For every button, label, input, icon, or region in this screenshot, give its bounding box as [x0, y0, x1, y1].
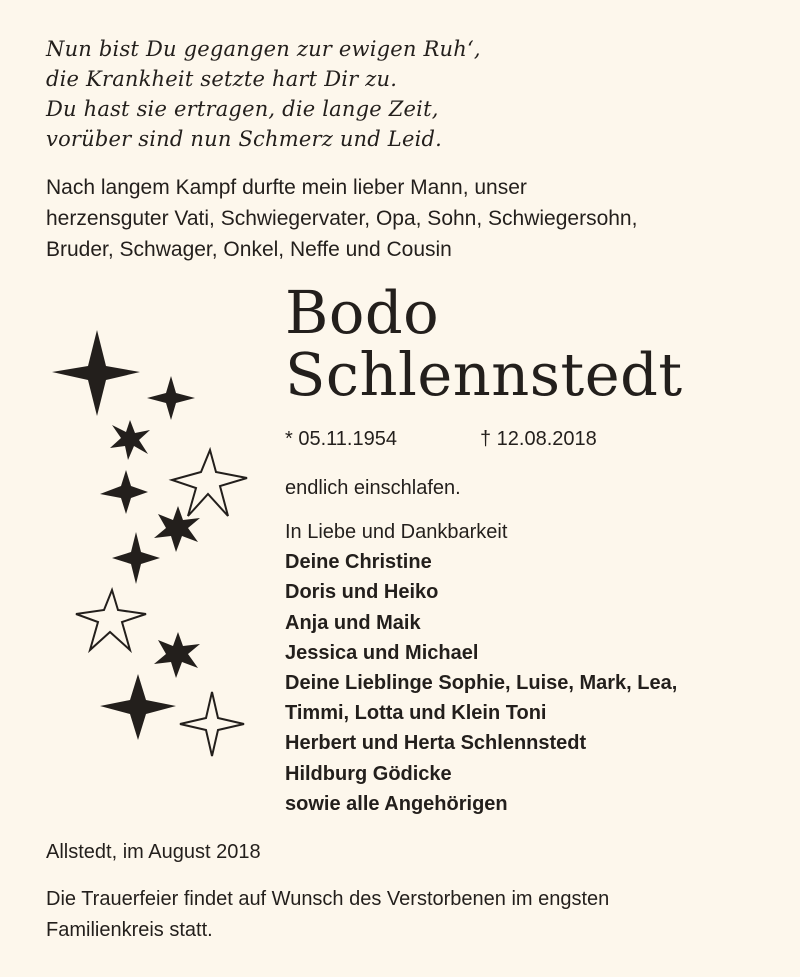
mourner-name: Deine Christine	[285, 551, 432, 574]
solid-star-icon	[147, 376, 195, 420]
solid-star-icon	[110, 420, 150, 460]
mourner-name: Hildburg Gödicke	[285, 762, 452, 785]
solid-star-icon	[112, 532, 160, 584]
death-date: † 12.08.2018	[480, 428, 597, 450]
poem-line: vorüber sind nun Schmerz und Leid.	[46, 127, 443, 151]
intro-line: Nach langem Kampf durfte mein lieber Mann, unser	[46, 176, 527, 199]
solid-star-icon	[100, 674, 176, 740]
outline-star-icon	[76, 590, 146, 650]
mourner-name: sowie alle Angehörigen	[285, 792, 508, 815]
solid-star-icon	[100, 470, 148, 514]
mourner-name: Deine Lieblinge Sophie, Luise, Mark, Lea,	[285, 672, 678, 695]
intro-text	[46, 172, 766, 265]
notice-line: Die Trauerfeier findet auf Wunsch des Verstorbenen im engsten	[46, 888, 610, 910]
intro-line: Bruder, Schwager, Onkel, Neffe und Cousin	[46, 238, 452, 261]
mourner-name: Timmi, Lotta und Klein Toni	[285, 702, 547, 725]
sleep-text: endlich einschlafen.	[285, 477, 461, 499]
mourner-name: Anja und Maik	[285, 611, 421, 634]
deceased-name	[285, 278, 785, 409]
mourner-name: Doris und Heiko	[285, 581, 439, 604]
last-name: Schlennstedt	[285, 340, 683, 409]
funeral-notice	[46, 884, 766, 946]
stars-icon	[40, 320, 270, 780]
outline-star-icon	[180, 692, 244, 756]
mourners-intro: In Liebe und Dankbarkeit	[285, 521, 508, 543]
first-name: Bodo	[285, 278, 440, 347]
poem-line: Du hast sie ertragen, die lange Zeit,	[46, 97, 439, 121]
place-date: Allstedt, im August 2018	[46, 841, 261, 863]
birth-date: * 05.11.1954	[285, 428, 397, 450]
notice-line: Familienkreis statt.	[46, 919, 213, 941]
mourner-name: Jessica und Michael	[285, 641, 479, 664]
mourner-name: Herbert und Herta Schlennstedt	[285, 732, 587, 755]
solid-star-icon	[154, 632, 200, 678]
solid-star-icon	[52, 330, 140, 416]
poem	[46, 34, 766, 154]
life-dates	[285, 426, 785, 452]
intro-line: herzensguter Vati, Schwiegervater, Opa, Sohn, Schwiegersohn,	[46, 207, 638, 230]
poem-line: Nun bist Du gegangen zur ewigen Ruh‘,	[46, 37, 481, 61]
solid-star-icon	[154, 506, 200, 552]
mourners-list	[285, 517, 785, 819]
poem-line: die Krankheit setzte hart Dir zu.	[46, 67, 398, 91]
outline-star-icon	[172, 450, 247, 516]
